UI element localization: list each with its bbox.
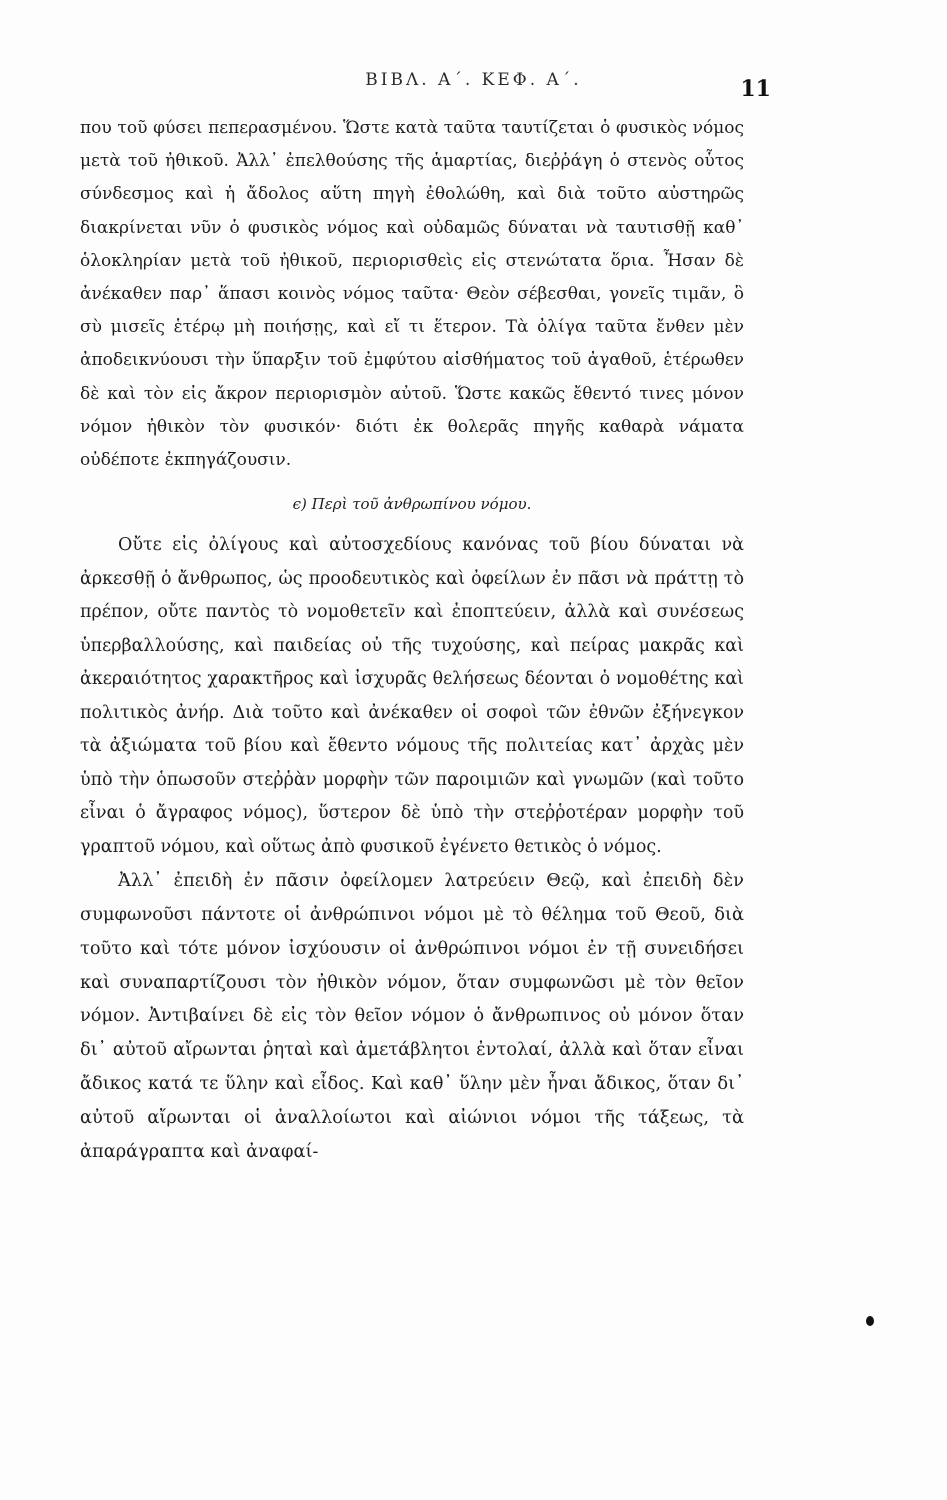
page-number: 11 — [740, 76, 771, 102]
paragraph-1: που τοῦ φύσει πεπερασμένου. Ὥστε κατὰ ταῦτα ταυτίζεται ὁ φυσικὸς νόμος μετὰ τοῦ ἠθικοῦ. Ἀλλ᾽ ἐπελθούσης τῆς ἁμαρτίας, διεῤῥάγη ὁ στενὸς οὗτος σύνδεσμος καὶ ἡ ἄδολος αὕτη πηγὴ ἐθολώθη, καὶ διὰ τοῦτο αὐστηρῶς διακρίνεται νῦν ὁ φυσικὸς νόμος καὶ οὐδαμῶς δύναται νὰ ταυτισθῇ καθ᾽ ὁλοκληρίαν μετὰ τοῦ ἠθικοῦ, περιορισθεὶς εἰς στενώτατα ὅρια. Ἦσαν δὲ ἀνέκαθεν παρ᾽ ἅπασι κοινὸς νόμος ταῦτα· Θεὸν σέβεσθαι, γονεῖς τιμᾶν, ὃ σὺ μισεῖς ἑτέρῳ μὴ ποιήσῃς, καὶ εἴ τι ἕτερον. Τὰ ὀλίγα ταῦτα ἔνθεν μὲν ἀποδεικνύουσι τὴν ὕπαρξιν τοῦ ἐμφύτου αἰσθήματος τοῦ ἀγαθοῦ, ἑτέρωθεν δὲ καὶ τὸν εἰς ἄκρον περιορισμὸν αὐτοῦ. Ὥστε κακῶς ἔθεντό τινες μόνον νόμον ἠθικὸν τὸν φυσικόν· διότι ἐκ θολερᾶς πηγῆς καθαρὰ νάματα οὐδέποτε ἐκπηγάζουσιν. — [80, 118, 744, 471]
ink-spot — [866, 1316, 874, 1326]
paragraph-2: Οὔτε εἰς ὀλίγους καὶ αὐτοσχεδίους κανόνας τοῦ βίου δύναται νὰ ἀρκεσθῇ ὁ ἄνθρωπος, ὡς προοδευτικὸς καὶ ὀφείλων ἐν πᾶσι νὰ πράττῃ τὸ πρέπον, οὔτε παντὸς τὸ νομοθετεῖν καὶ ἐποπτεύειν, ἀλλὰ καὶ συνέσεως ὑπερβαλλούσης, καὶ παιδείας οὐ τῆς τυχούσης, καὶ πείρας μακρᾶς καὶ ἀκεραιότητος χαρακτῆρος καὶ ἰσχυρᾶς θελήσεως δέονται ὁ νομοθέτης καὶ πολιτικὸς ἀνήρ. Διὰ τοῦτο καὶ ἀνέκαθεν οἱ σοφοὶ τῶν ἐθνῶν ἐξήνεγκον τὰ ἀξιώματα τοῦ βίου καὶ ἔθεντο νόμους τῆς πολιτείας κατ᾽ ἀρχὰς μὲν ὑπὸ τὴν ὁπωσοῦν στεῤῥὰν μορφὴν τῶν παροιμιῶν καὶ γνωμῶν (καὶ τοῦτο εἶναι ὁ ἄγραφος νόμος), ὕστερον δὲ ὑπὸ τὴν στεῤῥοτέραν μορφὴν τοῦ γραπτοῦ νόμου, καὶ οὕτως ἀπὸ φυσικοῦ ἐγένετο θετικὸς ὁ νόμος. — [80, 535, 744, 857]
running-title: ΒΙΒΛ. Α΄. ΚΕΦ. Α΄. — [365, 70, 582, 90]
body-text — [80, 112, 744, 1168]
paragraph-3: Ἀλλ᾽ ἐπειδὴ ἐν πᾶσιν ὀφείλομεν λατρεύειν Θεῷ, καὶ ἐπειδὴ δὲν συμφωνοῦσι πάντοτε οἱ ἀνθρώπινοι νόμοι μὲ τὸ θέλημα τοῦ Θεοῦ, διὰ τοῦτο καὶ τότε μόνον ἰσχύουσιν οἱ ἀνθρώπινοι νόμοι ἐν τῇ συνειδήσει καὶ συναπαρτίζουσι τὸν ἠθικὸν νόμον, ὅταν συμφωνῶσι μὲ τὸν θεῖον νόμον. Ἀντιβαίνει δὲ εἰς τὸν θεῖον νόμον ὁ ἄνθρωπινος οὐ μόνον ὅταν δι᾽ αὐτοῦ αἴρωνται ῥηταὶ καὶ ἀμετάβλητοι ἐντολαί, ἀλλὰ καὶ ὅταν εἶναι ἄδικος κατά τε ὕλην καὶ εἶδος. Καὶ καθ᾽ ὕλην μὲν ἦναι ἄδικος, ὅταν δι᾽ αὐτοῦ αἴρωνται οἱ ἀναλλοίωτοι καὶ αἰώνιοι νόμοι τῆς τάξεως, τὰ ἀπαράγραπτα καὶ ἀναφαί- — [80, 870, 744, 1162]
section-heading: ϵ) Περὶ τοῦ ἀνθρωπίνου νόμου. — [292, 495, 532, 514]
